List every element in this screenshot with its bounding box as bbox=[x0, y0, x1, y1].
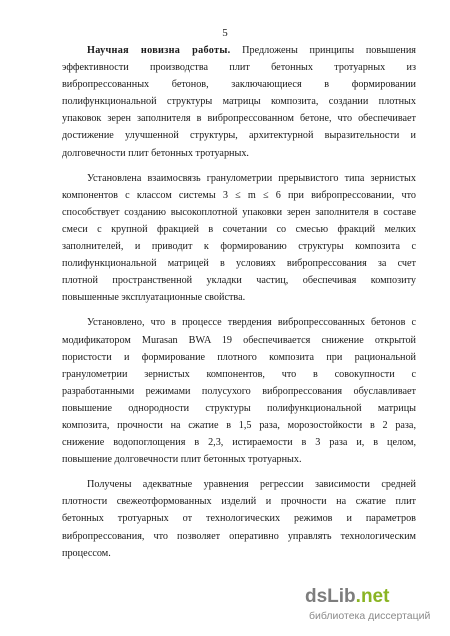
text-line bbox=[62, 127, 416, 144]
line-text: Установлена взаимосвязь гранулометрии прерывистого типа зернистых bbox=[87, 172, 416, 184]
text-line bbox=[62, 76, 416, 93]
line-text: вибропрессованных бетонов, заключающиеся в формировании bbox=[62, 79, 416, 91]
text-line bbox=[62, 59, 416, 76]
line-text: заполнителей, и приводит к формированию структуры композита с bbox=[62, 241, 416, 253]
line-text: полифункциональной структуры матрицы композита, создании плотных bbox=[62, 96, 416, 108]
line-text: способствует созданию высокоплотной упаковки зерен заполнителя в составе bbox=[62, 206, 416, 218]
line-text: разработанными режимами полусухого вибропрессования обуславливает bbox=[62, 385, 416, 397]
line-text: Предложены принципы повышения bbox=[230, 45, 416, 56]
line-text: модификатором Murasan BWA 19 обеспечивается снижение открытой bbox=[62, 334, 416, 346]
line-text: компонентов с классом системы 3 ≤ m ≤ 6 при вибропрессовании, что bbox=[62, 189, 416, 201]
paragraph bbox=[62, 170, 416, 307]
text-line bbox=[62, 545, 416, 562]
text-line bbox=[62, 417, 416, 434]
text-line bbox=[62, 510, 416, 527]
document-body bbox=[62, 42, 416, 570]
text-line bbox=[62, 314, 416, 331]
text-line bbox=[62, 221, 416, 238]
line-text: эффективности производства плит бетонных тротуарных из bbox=[62, 62, 416, 74]
text-line bbox=[62, 93, 416, 110]
text-line bbox=[62, 434, 416, 451]
text-line bbox=[62, 400, 416, 417]
line-text: композита, прочности на сжатие в 1,5 раза, морозостойкости в 2 раза, bbox=[62, 419, 416, 431]
text-line bbox=[62, 238, 416, 255]
line-text: бетонных тротуарных от технологических режимов и параметров bbox=[62, 513, 416, 525]
text-line bbox=[62, 145, 416, 162]
paragraph bbox=[62, 42, 416, 162]
line-text: полифункциональной матрицей в условиях вибропрессования за счет bbox=[62, 258, 416, 270]
line-text: достижение улучшенной структуры, архитектурной выразительности и bbox=[62, 130, 416, 142]
text-line bbox=[62, 204, 416, 221]
text-line bbox=[62, 255, 416, 272]
line-text: упаковок зерен заполнителя в вибропрессованном бетоне, что обеспечивает bbox=[62, 113, 416, 125]
text-line bbox=[62, 110, 416, 127]
line-text: повышение долговечности плит бетонных тротуарных. bbox=[62, 454, 302, 466]
dslib-watermark bbox=[305, 586, 445, 632]
text-line bbox=[62, 187, 416, 204]
line-text: Установлено, что в процессе твердения вибропрессованных бетонов с bbox=[87, 317, 416, 329]
line-text: вибропрессования, что позволяет оперативно управлять технологическим bbox=[62, 530, 416, 542]
text-line bbox=[62, 289, 416, 306]
paragraph bbox=[62, 476, 416, 561]
text-line bbox=[62, 383, 416, 400]
watermark-subtitle: библиотека диссертаций bbox=[309, 610, 431, 622]
line-text: повышенные эксплуатационные свойства. bbox=[62, 292, 246, 304]
text-line bbox=[62, 332, 416, 349]
text-line bbox=[62, 170, 416, 187]
text-line bbox=[62, 42, 416, 59]
line-text: долговечности плит бетонных тротуарных. bbox=[62, 147, 249, 159]
line-text: снижение водопоглощения в 2,3, истираемости в 3 раза и, в целом, bbox=[62, 437, 416, 449]
line-text: смеси с крупной фракцией в сочетании со смесью фракций мелких bbox=[62, 223, 416, 235]
text-line bbox=[62, 451, 416, 468]
line-text: плотности свежеотформованных изделий и прочности на сжатие плит bbox=[62, 496, 416, 508]
section-heading: Научная новизна работы. bbox=[87, 45, 231, 56]
line-text: плотной пространственной укладки частиц, обеспечивая композиту bbox=[62, 275, 416, 287]
text-line bbox=[62, 493, 416, 510]
watermark-logo-accent: .net bbox=[355, 586, 390, 607]
watermark-logo-main: dsLib bbox=[305, 586, 356, 607]
text-line bbox=[62, 476, 416, 493]
line-text: пористости и формирование плотного композита при рациональной bbox=[62, 351, 416, 363]
text-line bbox=[62, 272, 416, 289]
line-text: гранулометрии зернистых компонентов, что в совокупности с bbox=[62, 368, 416, 380]
line-text: повышение однородности структуры полифункциональной матрицы bbox=[62, 402, 416, 414]
text-line bbox=[62, 349, 416, 366]
page-number: 5 bbox=[222, 27, 228, 39]
text-line bbox=[62, 366, 416, 383]
watermark-logo bbox=[305, 586, 389, 608]
text-line bbox=[62, 528, 416, 545]
line-text: процессом. bbox=[62, 547, 111, 559]
line-text: Получены адекватные уравнения регрессии зависимости средней bbox=[87, 479, 416, 491]
paragraph bbox=[62, 314, 416, 468]
